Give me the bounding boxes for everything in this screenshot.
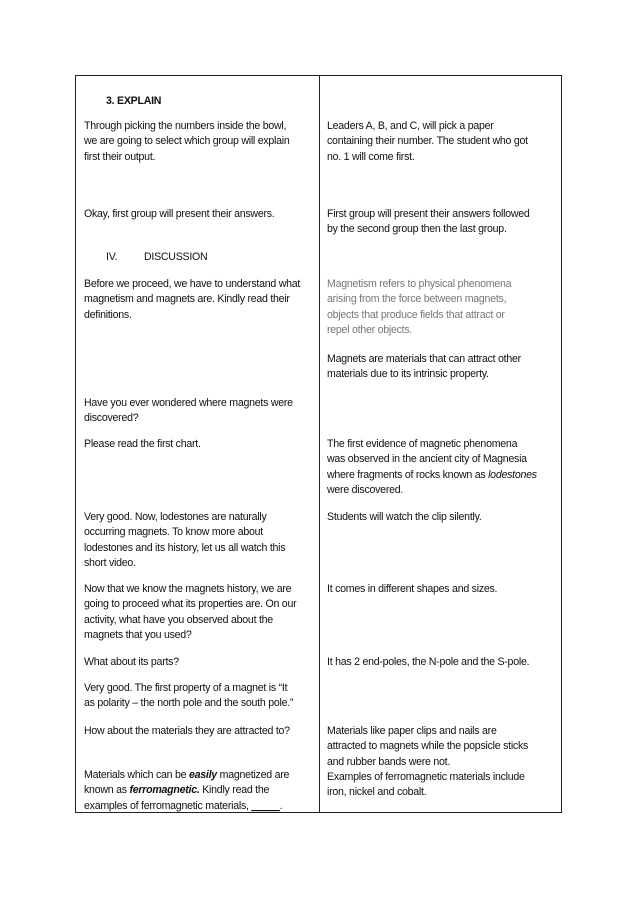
explain-heading: 3. EXPLAIN: [106, 95, 162, 107]
student-attracted-materials: Materials like paper clips and nails are attracted to magnets while the popsicle sticks and rubber bands were not.: [327, 725, 529, 768]
student-present-answers: First group will present their answers followed by the second group then the last group.: [327, 208, 530, 236]
teacher-materials-question: How about the materials they are attracted to?: [84, 725, 290, 737]
student-first-evidence: The first evidence of magnetic phenomena was observed in the ancient city of Magnesia where fragments of rocks known as lodestones were discovered.: [327, 438, 537, 497]
teacher-properties-question: Now that we know the magnets history, we are going to proceed what its properties are. On our activity, what have you observed about the magnets that you used?: [84, 583, 297, 642]
student-magnets-definition: Magnets are materials that can attract other materials due to its intrinsic property.: [327, 353, 521, 381]
lesson-table: [75, 75, 562, 813]
teacher-first-group: Okay, first group will present their answers.: [84, 208, 275, 220]
student-magnetism-definition: Magnetism refers to physical phenomena arising from the force between magnets, objects that produce fields that attract or repel other objects.: [327, 278, 512, 337]
teacher-ferromagnetic-prompt: Materials which can be easily magnetized are known as ferromagnetic. Kindly read the examples of ferromagnetic materials, _____.: [84, 769, 290, 812]
student-shapes-sizes: It comes in different shapes and sizes.: [327, 583, 498, 595]
discussion-heading: DISCUSSION: [144, 251, 208, 263]
teacher-discovery-question: Have you ever wondered where magnets were discovered?: [84, 397, 293, 425]
student-pick-paper: Leaders A, B, and C, will pick a paper containing their number. The student who got no. 1 will come first.: [327, 120, 528, 163]
student-watch-clip: Students will watch the clip silently.: [327, 511, 482, 523]
teacher-polarity-statement: Very good. The first property of a magnet is “It as polarity – the north pole and the south pole.”: [84, 682, 294, 710]
column-divider: [319, 76, 320, 812]
student-ferromagnetic-examples: Examples of ferromagnetic materials include iron, nickel and cobalt.: [327, 771, 525, 799]
student-end-poles: It has 2 end-poles, the N-pole and the S-pole.: [327, 656, 530, 668]
teacher-definitions-prompt: Before we proceed, we have to understand what magnetism and magnets are. Kindly read their definitions.: [84, 278, 301, 321]
discussion-number: IV.: [106, 251, 118, 263]
teacher-read-chart: Please read the first chart.: [84, 438, 201, 450]
teacher-video-prompt: Very good. Now, lodestones are naturally occurring magnets. To know more about lodestones and its history, let us all watch this short video.: [84, 511, 286, 570]
teacher-parts-question: What about its parts?: [84, 656, 179, 668]
teacher-explain-instruction: Through picking the numbers inside the bowl, we are going to select which group will explain first their output.: [84, 120, 290, 163]
